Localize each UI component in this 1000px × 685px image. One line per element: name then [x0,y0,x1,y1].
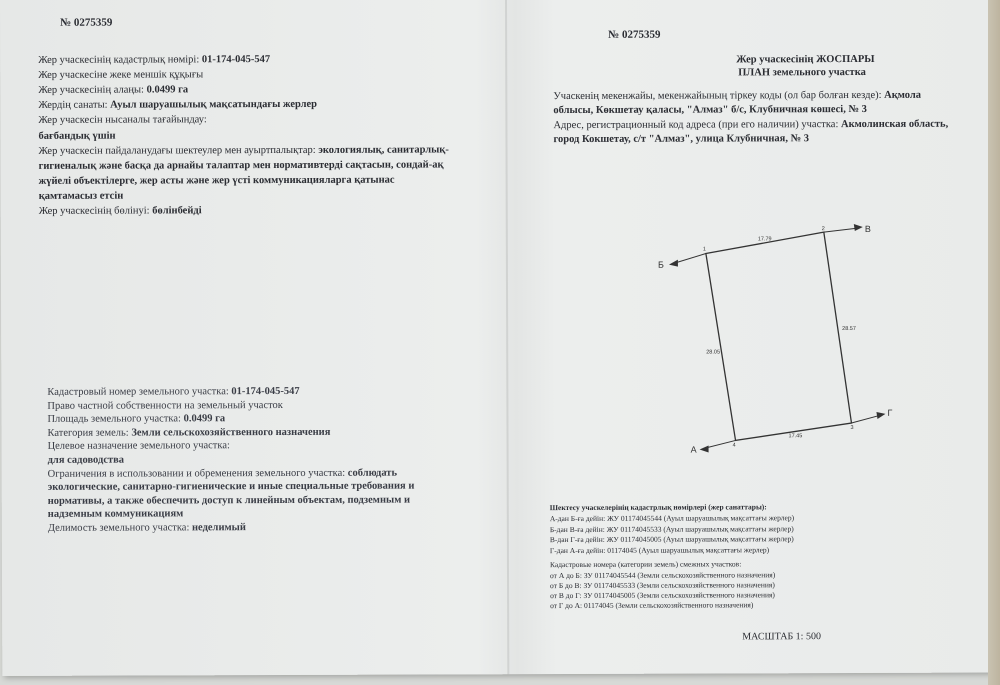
parcel-boundary [706,232,852,441]
info-value: нормативы, а также обеспечить доступ к линейным объектам, подземным и [47,494,411,507]
neighbor-row: Б-дан В-ға дейін: ЖУ 01174045533 (Ауыл шаруашылық мақсаттағы жерлер) [549,523,794,534]
info-value: экологиялық, санитарлық- [318,144,449,156]
right-doc-number: № 0275359 [608,28,661,41]
edge-length-2-3: 28.57 [842,326,856,333]
plan-title-kz: Жер учаскесінің ЖОСПАРЫ [736,53,875,66]
info-label: Жер учаскесінің бөлінуі: [38,205,153,217]
info-value: жүйелі объектілерге, жер асты және жер үсті коммуникацияларга қатынас [38,174,395,187]
plan-title-ru: ПЛАН земельного участка [738,66,866,79]
info-value: бөлінбейді [152,205,202,217]
edge-length-3-4: 17.45 [788,433,803,440]
info-label: Кадастровый номер земельного участка: [47,386,232,398]
arrow-v-line [821,226,859,233]
info-label: Делимость земельного участка: [47,522,193,534]
info-value: неделимый [191,522,246,534]
info-value: қамтамасыз етсін [38,190,124,202]
neighbor-row: В-дан Г-ға дейін: ЖУ 01174045005 (Ауыл шаруашылық мақсаттағы жерлер) [549,534,794,545]
neighbor-row: от А до Б: ЗУ 01174045544 (Земли сельскохозяйственного назначения) [549,570,776,581]
neighbor-row: Г-дан А-ға дейін: 01174045 (Ауыл шаруашылық мақсаттағы жерлер) [549,544,770,555]
neighbor-label-v: В [864,223,871,234]
address-ru-label: Адрес, регистрационный код адреса (при его наличии) участка: [553,119,842,132]
info-label: Категория земель: [47,427,132,439]
address-ru-value-2: город Кокшетау, с/т "Алмаз", улица Клубничная, № 3 [553,133,810,146]
info-value: 01-174-045-547 [201,54,271,66]
arrow-g-line [851,415,881,423]
address-kz-value-2: облысы, Көкшетау қаласы, "Алмаз" б/с, Клубничная көшесі, № 3 [553,103,867,117]
point-1: 1 [702,246,706,253]
scale-label: МАСШТАБ 1: 500 [742,631,821,643]
neighbor-label-g: Г [887,407,893,418]
info-label: Жер учаскесін пайдаланудағы шектеулер мен ауыртпалықтар: [38,144,319,157]
point-2: 2 [821,226,825,233]
address-ru-value-1: Акмолинская область, [840,118,949,131]
info-value: экологические, санитарно-гигиенические и иные специальные требования и [47,480,415,494]
neighbor-row: от В до Г: ЗУ 01174045005 (Земли сельскохозяйственного назначения) [550,590,775,601]
info-label: Жердің санаты: [38,99,111,112]
address-kz-value-1: Ақмола [884,89,922,101]
info-label: Жер учаскесінің алаңы: [38,84,147,97]
neighbors-ru-title: Кадастровые номера (категории земель) смежных участков: [549,559,742,570]
left-doc-number: № 0275359 [60,16,113,29]
info-label: Жер учаскесіне жеке меншік құқығы [38,69,204,81]
info-label: Ограничения в использовании и обременения земельного участка: [47,467,348,480]
info-value: бағбандық үшін [38,130,116,142]
arrow-a-head [700,446,709,453]
arrow-b-head [669,260,678,267]
neighbors-kz-title: Шектесу учаскелерінің кадастрлық нөмірлері (жер санаттары): [549,502,767,513]
arrow-g-head [876,412,885,419]
edge-length-1-2: 17.79 [757,236,772,243]
neighbor-row: от Г до А: 01174045 (Земли сельскохозяйственного назначения) [550,600,754,611]
info-value: Ауыл шаруашылық мақсатындағы жерлер [110,99,318,111]
info-value: 01-174-045-547 [231,385,300,398]
edge-length-4-1: 28.05 [706,349,721,356]
info-label: Право частной собственности на земельный участок [47,399,283,412]
arrow-v-head [854,224,863,231]
info-value: гигиеналық және басқа да арнайы талаптар мен нормативтерді сақтасын, сондай-ақ [38,159,444,172]
info-value: Земли сельскохозяйственного назначения [131,426,331,439]
neighbor-label-a: А [690,444,697,455]
info-value: надземным коммуникациям [47,508,184,521]
point-4: 4 [732,442,736,449]
info-label: Жер учаскесін нысаналы тағайындау: [38,114,207,127]
info-value: 0.0499 га [183,413,226,425]
address-kz-label: Учаскенің мекенжайы, мекенжайының тіркеу коды (ол бар болған кезде): [553,89,885,103]
info-label: Целевое назначение земельного участка: [47,440,230,453]
point-3: 3 [850,425,854,432]
neighbor-row: А-дан Б-ға дейін: ЖУ 01174045544 (Ауыл шаруашылық мақсаттағы жерлер) [549,513,795,524]
info-value: для садоводства [47,454,125,466]
info-value: 0.0499 га [146,84,189,96]
info-label: Жер учаскесінің кадастрлық нөмірі: [38,54,202,66]
background-surface [988,0,1000,685]
neighbor-row: от Б до В: ЗУ 01174045533 (Земли сельскохозяйственного назначения) [550,580,775,591]
info-label: Площадь земельного участка: [47,413,184,426]
info-value: соблюдать [347,467,398,479]
neighbor-label-b: Б [657,259,664,270]
